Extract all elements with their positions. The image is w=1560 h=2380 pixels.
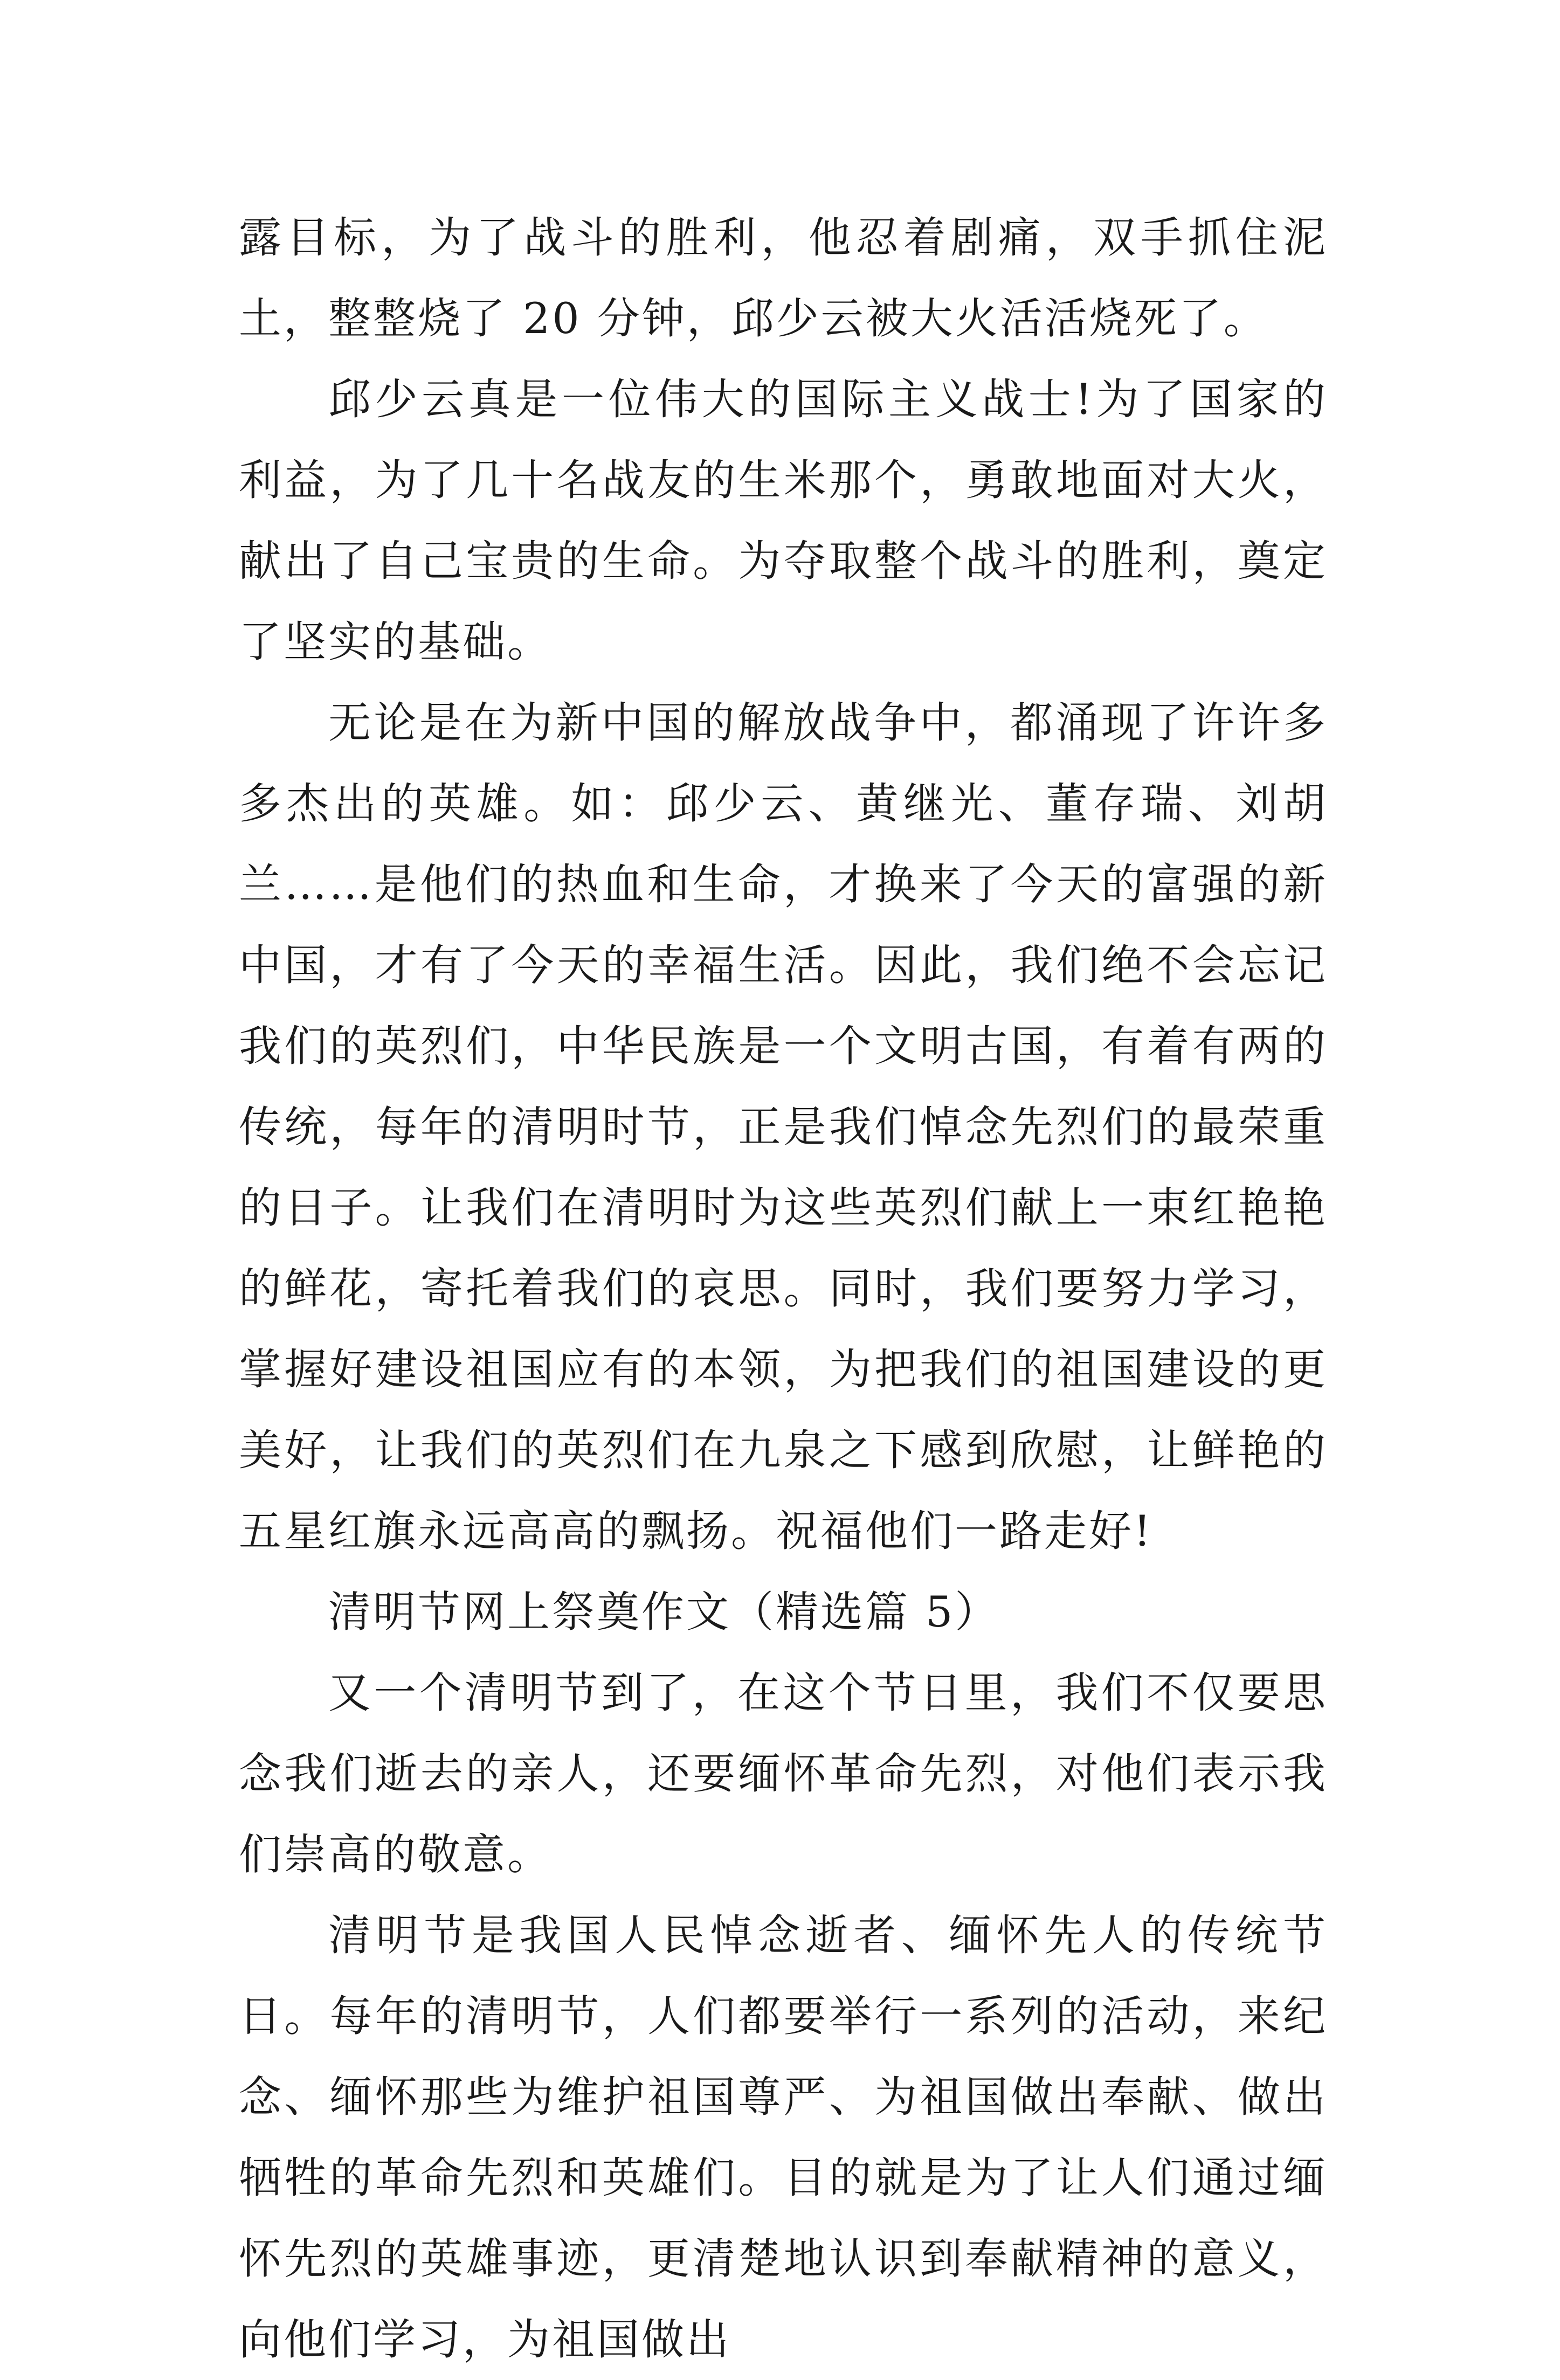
section-heading: 清明节网上祭奠作文（精选篇 5） [328,1587,1000,1637]
paragraph: 又一个清明节到了，在这个节日里，我们不仅要思念我们逝去的亲人，还要缅怀革命先烈，对他们表示我们崇高的敬意。 [239,1668,1328,1879]
paragraph-continued: 露目标，为了战斗的胜利，他忍着剧痛，双手抓住泥土，整整烧了 20 分钟，邱少云被大火活活烧死了。 [239,213,1328,343]
paragraph: 清明节是我国人民悼念逝者、缅怀先人的传统节日。每年的清明节，人们都要举行一系列的活动，来纪念、缅怀那些为维护祖国尊严、为祖国做出奉献、做出牺牲的革命先烈和英雄们。目的就是为了让人们通过缅怀先烈的英雄事迹，更清楚地认识到奉献精神的意义，向他们学习，为祖国做出 [239,1911,1328,2364]
paragraph: 无论是在为新中国的解放战争中，都涌现了许许多多杰出的英雄。如：邱少云、黄继光、董存瑞、刘胡兰……是他们的热血和生命，才换来了今天的富强的新中国，才有了今天的幸福生活。因此，我们绝不会忘记我们的英烈们，中华民族是一个文明古国，有着有两的传统，每年的清明时节，正是我们悼念先烈们的最荣重的日子。让我们在清明时为这些英烈们献上一束红艳艳的鲜花，寄托着我们的哀思。同时，我们要努力学习，掌握好建设祖国应有的本领，为把我们的祖国建设的更美好，让我们的英烈们在九泉之下感到欣慰，让鲜艳的五星红旗永远高高的飘扬。祝福他们一路走好! [239,698,1328,1556]
paragraph: 邱少云真是一位伟大的国际主义战士!为了国家的利益，为了几十名战友的生米那个，勇敢地面对大火，献出了自己宝贵的生命。为夺取整个战斗的胜利，奠定了坚实的基础。 [239,375,1328,667]
document-body [239,197,1328,2380]
